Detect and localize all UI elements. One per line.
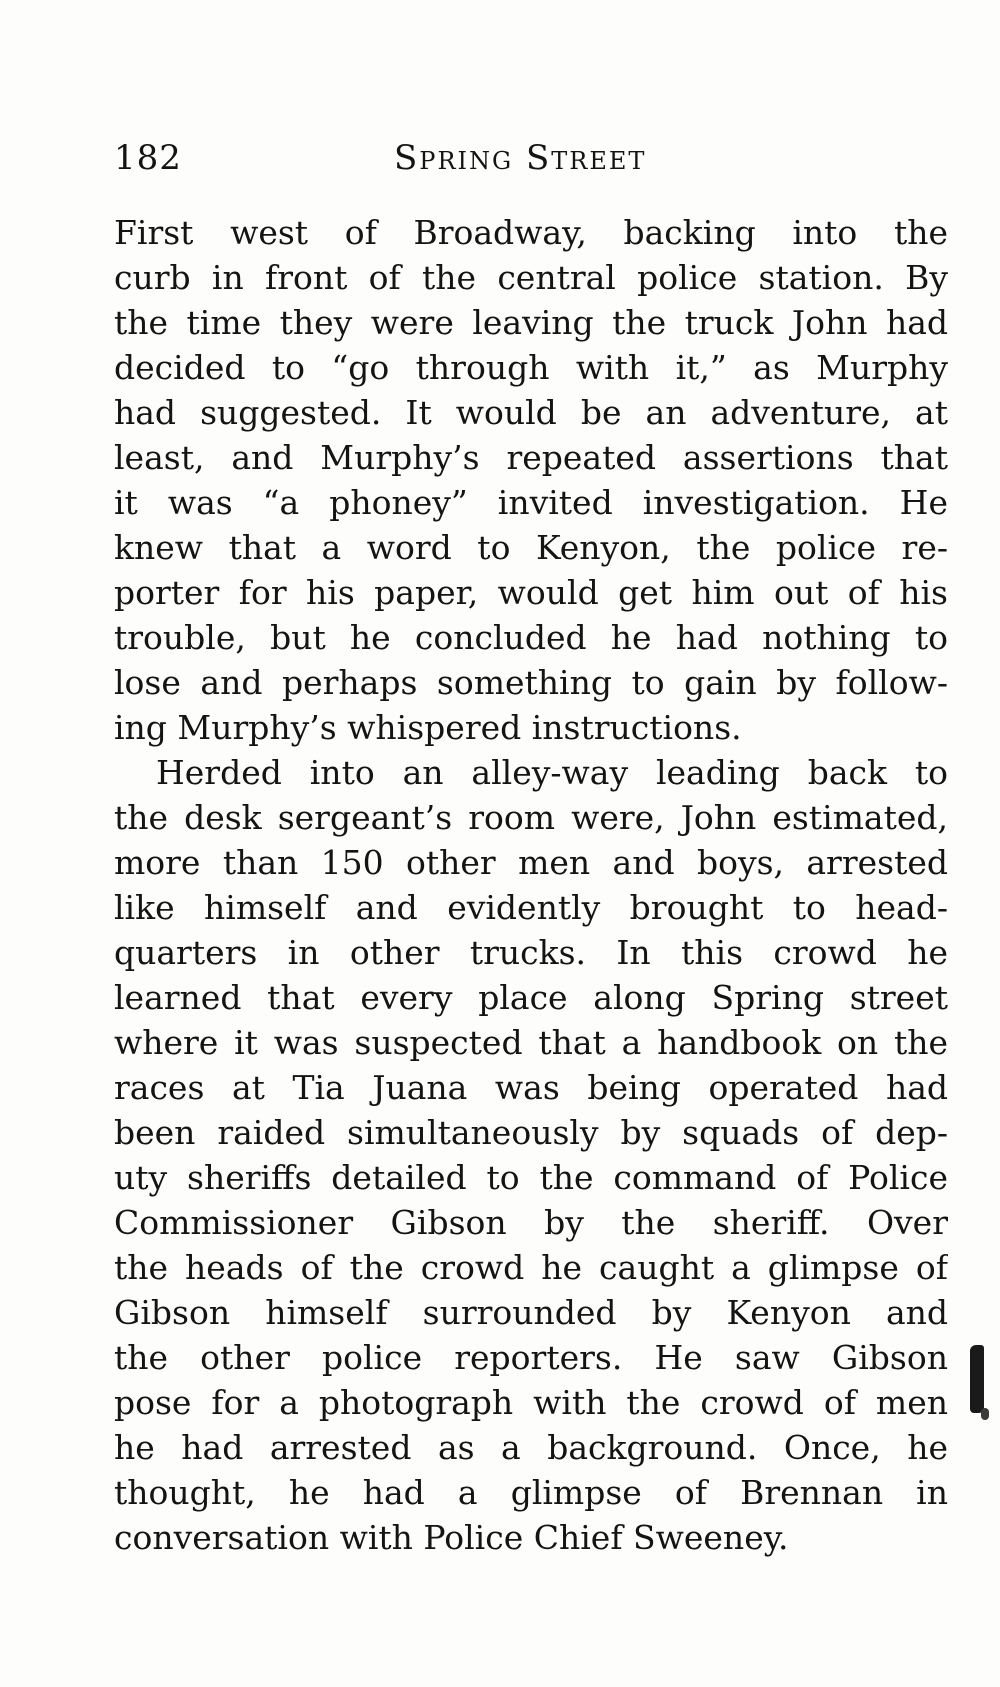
text-line: knew that a word to Kenyon, the police re- <box>114 528 948 567</box>
text-line: uty sheriffs detailed to the command of Police <box>114 1158 948 1197</box>
text-line: the other police reporters. He saw Gibson <box>114 1338 948 1377</box>
text-line: trouble, but he concluded he had nothing to <box>114 618 948 657</box>
running-title: Spring Street <box>394 138 647 178</box>
text-line: First west of Broadway, backing into the <box>114 213 948 252</box>
body-text <box>114 210 948 1560</box>
text-line: races at Tia Juana was being operated had <box>114 1068 948 1107</box>
text-line: Commissioner Gibson by the sheriff. Over <box>114 1203 948 1242</box>
running-head <box>114 133 948 183</box>
text-line: had suggested. It would be an adventure, at <box>114 393 948 432</box>
text-line: learned that every place along Spring street <box>114 978 948 1017</box>
text-line: where it was suspected that a handbook on the <box>114 1023 948 1062</box>
text-line: quarters in other trucks. In this crowd he <box>114 933 948 972</box>
text-line: curb in front of the central police station. By <box>114 258 948 297</box>
ink-speck-mark <box>981 1408 989 1420</box>
text-line: it was “a phoney” invited investigation. He <box>114 483 948 522</box>
text-line: the heads of the crowd he caught a glimpse of <box>114 1248 948 1287</box>
page-number: 182 <box>114 138 182 178</box>
ink-blot-mark <box>970 1345 984 1413</box>
text-line: decided to “go through with it,” as Murphy <box>114 348 948 387</box>
text-line: he had arrested as a background. Once, he <box>114 1428 948 1467</box>
text-line: been raided simultaneously by squads of dep- <box>114 1113 948 1152</box>
text-line: the time they were leaving the truck John had <box>114 303 948 342</box>
text-line: thought, he had a glimpse of Brennan in <box>114 1473 948 1512</box>
text-line: least, and Murphy’s repeated assertions that <box>114 438 948 477</box>
text-line: Gibson himself surrounded by Kenyon and <box>114 1293 948 1332</box>
text-line-paragraph-end: conversation with Police Chief Sweeney. <box>114 1518 789 1557</box>
text-line: like himself and evidently brought to head- <box>114 888 948 927</box>
text-line: more than 150 other men and boys, arrested <box>114 843 948 882</box>
text-line: porter for his paper, would get him out of his <box>114 573 948 612</box>
text-line-paragraph-end: ing Murphy’s whispered instructions. <box>114 708 742 747</box>
text-line-paragraph-start: Herded into an alley-way leading back to <box>156 753 948 792</box>
text-line: the desk sergeant’s room were, John estimated, <box>114 798 948 837</box>
text-line: pose for a photograph with the crowd of men <box>114 1383 948 1422</box>
text-line: lose and perhaps something to gain by follow- <box>114 663 948 702</box>
